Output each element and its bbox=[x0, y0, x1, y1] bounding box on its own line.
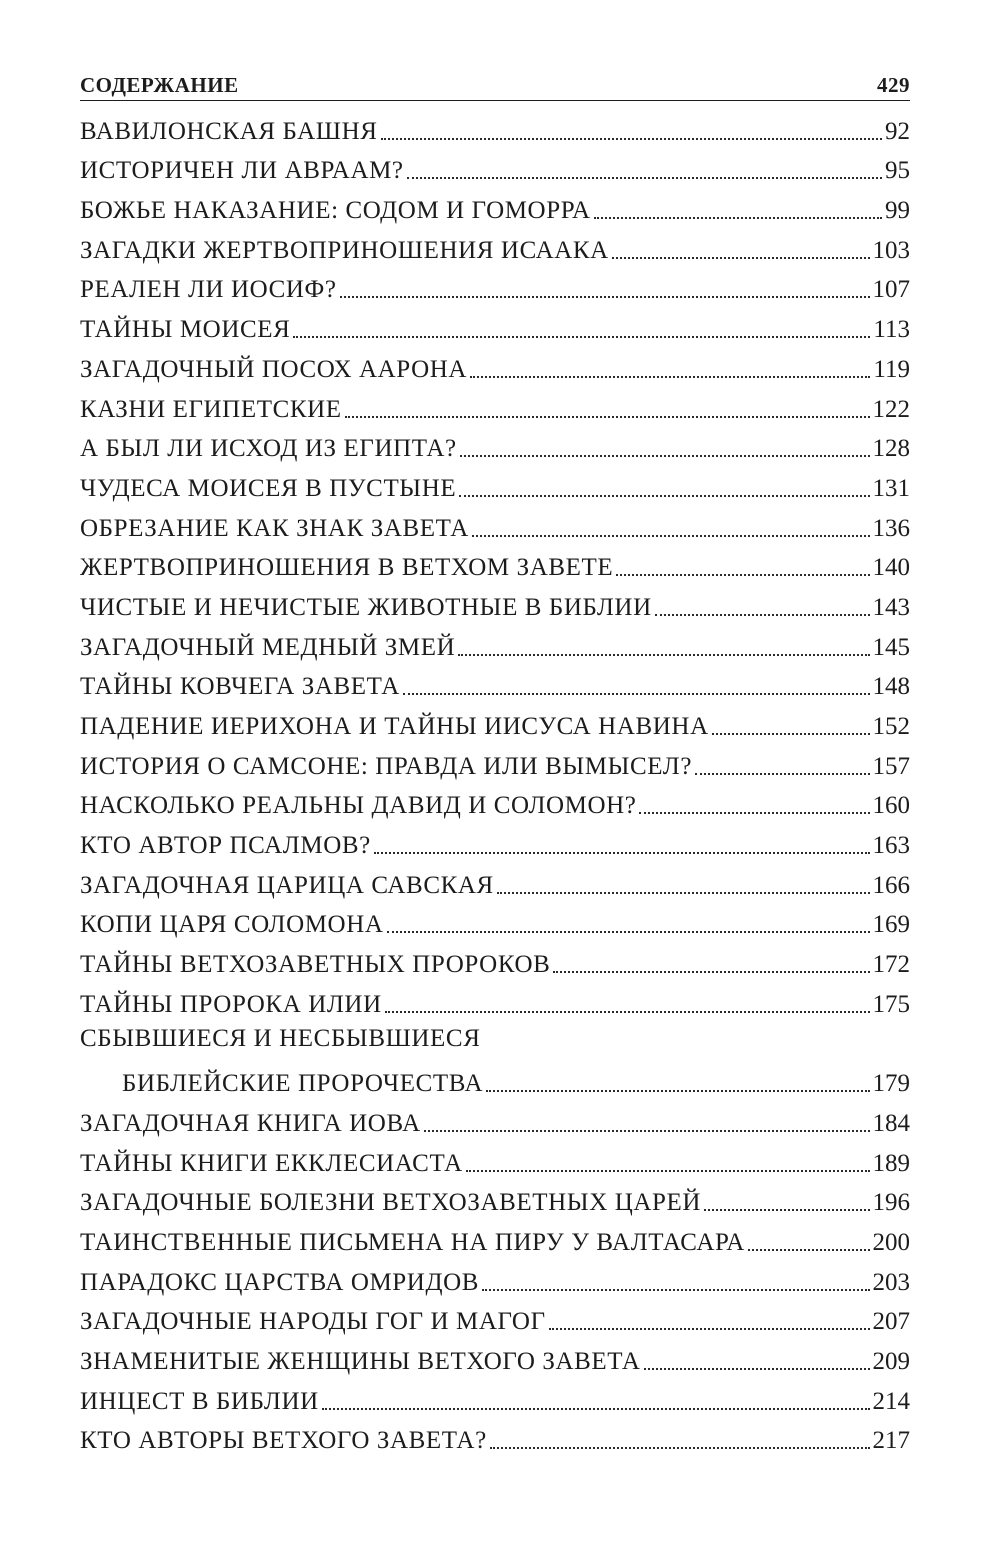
dot-leader bbox=[704, 1209, 869, 1211]
toc-entry bbox=[80, 1260, 910, 1300]
toc-entry-page: 119 bbox=[873, 355, 910, 383]
toc-entry-page: 152 bbox=[872, 713, 910, 740]
dot-leader bbox=[616, 574, 869, 576]
toc-entry-page: 145 bbox=[872, 633, 910, 661]
toc-entry bbox=[80, 704, 910, 744]
toc-entry bbox=[80, 625, 910, 665]
toc-entry-title: ТАИНСТВЕННЫЕ ПИСЬМЕНА НА ПИРУ У ВАЛТАСАРА bbox=[80, 1228, 745, 1256]
toc-entry-page: 184 bbox=[872, 1109, 910, 1137]
toc-entry-title: ТАЙНЫ КНИГИ ЕККЛЕСИАСТА bbox=[80, 1149, 463, 1177]
toc-entry bbox=[80, 1022, 910, 1101]
toc-entry-title: КТО АВТОР ПСАЛМОВ? bbox=[80, 832, 371, 860]
dot-leader bbox=[639, 812, 869, 814]
toc-entry-page: 143 bbox=[872, 593, 910, 621]
toc-entry-title-line2 bbox=[80, 1062, 910, 1102]
toc-entry-title-line1: СБЫВШИЕСЯ И НЕСБЫВШИЕСЯ bbox=[80, 1024, 481, 1052]
toc-entry bbox=[80, 1339, 910, 1379]
dot-leader bbox=[460, 455, 870, 457]
toc-entry-page: 99 bbox=[885, 197, 910, 225]
dot-leader bbox=[407, 177, 882, 179]
toc-entry-page: 140 bbox=[872, 554, 910, 582]
toc-entry-title: А БЫЛ ЛИ ИСХОД ИЗ ЕГИПТА? bbox=[80, 435, 457, 463]
toc-entry bbox=[80, 1300, 910, 1340]
dot-leader bbox=[553, 971, 869, 973]
toc-entry bbox=[80, 1379, 910, 1419]
toc-entry-title: ЗАГАДОЧНЫЙ ПОСОХ ААРОНА bbox=[80, 355, 468, 383]
toc-entry-page: 179 bbox=[872, 1070, 910, 1098]
toc-entry-title: ПАДЕНИЕ ИЕРИХОНА И ТАЙНЫ ИИСУСА НАВИНА bbox=[80, 713, 709, 740]
toc-entry-title: КОПИ ЦАРЯ СОЛОМОНА bbox=[80, 911, 384, 939]
toc-entry-title: БИБЛЕЙСКИЕ ПРОРОЧЕСТВА bbox=[122, 1070, 484, 1098]
dot-leader bbox=[482, 1289, 869, 1291]
dot-leader bbox=[644, 1368, 870, 1370]
toc-entry bbox=[80, 149, 910, 189]
dot-leader bbox=[466, 1170, 870, 1172]
toc-entry bbox=[80, 585, 910, 625]
toc-entry bbox=[80, 1220, 910, 1260]
dot-leader bbox=[490, 1447, 870, 1449]
toc-entry-page: 113 bbox=[873, 316, 910, 344]
dot-leader bbox=[345, 416, 870, 418]
toc-entry bbox=[80, 863, 910, 903]
dot-leader bbox=[549, 1328, 870, 1330]
toc-entry bbox=[80, 1181, 910, 1221]
toc-entry-title: ЖЕРТВОПРИНОШЕНИЯ В ВЕТХОМ ЗАВЕТЕ bbox=[80, 554, 614, 582]
toc-entry-page: 209 bbox=[872, 1348, 910, 1376]
toc-entry-page: 214 bbox=[872, 1387, 910, 1415]
toc-entry-page: 169 bbox=[872, 911, 910, 939]
toc-entry-title: ЗАГАДОЧНЫЕ НАРОДЫ ГОГ И МАГОГ bbox=[80, 1308, 546, 1336]
toc-entry-page: 128 bbox=[872, 435, 910, 463]
toc-entry bbox=[80, 784, 910, 824]
toc-entry-page: 157 bbox=[872, 752, 910, 780]
toc-entry-page: 148 bbox=[872, 673, 910, 701]
toc-entry bbox=[80, 744, 910, 784]
dot-leader bbox=[387, 931, 870, 933]
toc-entry-page: 196 bbox=[872, 1189, 910, 1217]
toc-entry bbox=[80, 506, 910, 546]
toc-entry-title: ЗАГАДОЧНАЯ КНИГА ИОВА bbox=[80, 1109, 421, 1137]
toc-entry-title: КАЗНИ ЕГИПЕТСКИЕ bbox=[80, 395, 342, 423]
toc-entry bbox=[80, 427, 910, 467]
dot-leader bbox=[424, 1130, 870, 1132]
toc-entry-title: ЧИСТЫЕ И НЕЧИСТЫЕ ЖИВОТНЫЕ В БИБЛИИ bbox=[80, 593, 652, 621]
toc-entry bbox=[80, 188, 910, 228]
toc-entry-title: ТАЙНЫ КОВЧЕГА ЗАВЕТА bbox=[80, 673, 400, 701]
toc-entry bbox=[80, 228, 910, 268]
dot-leader bbox=[459, 495, 869, 497]
dot-leader bbox=[594, 217, 882, 219]
dot-leader bbox=[486, 1090, 869, 1092]
toc-entry-page: 203 bbox=[872, 1268, 910, 1296]
page-number: 429 bbox=[877, 73, 910, 97]
table-of-contents bbox=[80, 109, 910, 1458]
toc-entry-page: 175 bbox=[872, 990, 910, 1018]
toc-entry-title: ЗАГАДОЧНЫЙ МЕДНЫЙ ЗМЕЙ bbox=[80, 633, 456, 661]
toc-entry-page: 95 bbox=[885, 157, 910, 185]
book-page bbox=[80, 66, 910, 1458]
dot-leader bbox=[695, 773, 869, 775]
dot-leader bbox=[470, 376, 870, 378]
toc-entry-page: 189 bbox=[872, 1149, 910, 1177]
toc-entry-page: 92 bbox=[885, 117, 910, 145]
toc-entry-title: ЗАГАДКИ ЖЕРТВОПРИНОШЕНИЯ ИСААКА bbox=[80, 236, 609, 264]
toc-entry-title: БОЖЬЕ НАКАЗАНИЕ: СОДОМ И ГОМОРРА bbox=[80, 197, 591, 225]
toc-entry bbox=[80, 665, 910, 705]
toc-entry bbox=[80, 109, 910, 149]
dot-leader bbox=[340, 296, 870, 298]
dot-leader bbox=[293, 336, 870, 338]
toc-entry bbox=[80, 307, 910, 347]
dot-leader bbox=[748, 1249, 870, 1251]
header-rule bbox=[80, 100, 910, 101]
toc-entry-title: ПАРАДОКС ЦАРСТВА ОМРИДОВ bbox=[80, 1268, 480, 1296]
toc-entry-page: 163 bbox=[872, 832, 910, 860]
toc-entry-page: 217 bbox=[872, 1427, 910, 1455]
toc-entry-page: 107 bbox=[872, 276, 910, 304]
toc-entry bbox=[80, 942, 910, 982]
toc-entry bbox=[80, 387, 910, 427]
toc-entry-page: 200 bbox=[872, 1228, 910, 1256]
toc-entry-page: 172 bbox=[872, 951, 910, 979]
toc-entry-page: 166 bbox=[872, 871, 910, 899]
dot-leader bbox=[403, 693, 870, 695]
dot-leader bbox=[458, 654, 869, 656]
toc-entry bbox=[80, 268, 910, 308]
toc-entry bbox=[80, 1419, 910, 1459]
toc-entry-title: ТАЙНЫ МОИСЕЯ bbox=[80, 316, 291, 344]
dot-leader bbox=[472, 535, 870, 537]
toc-entry-title: ИСТОРИЧЕН ЛИ АВРААМ? bbox=[80, 157, 404, 185]
toc-entry-page: 160 bbox=[872, 792, 910, 820]
toc-entry-page: 131 bbox=[872, 474, 910, 502]
dot-leader bbox=[612, 257, 870, 259]
toc-entry-title: ТАЙНЫ ПРОРОКА ИЛИИ bbox=[80, 990, 382, 1018]
toc-entry-title: ТАЙНЫ ВЕТХОЗАВЕТНЫХ ПРОРОКОВ bbox=[80, 951, 551, 979]
toc-entry-title: ИСТОРИЯ О САМСОНЕ: ПРАВДА ИЛИ ВЫМЫСЕЛ? bbox=[80, 752, 693, 780]
toc-entry bbox=[80, 823, 910, 863]
dot-leader bbox=[655, 614, 870, 616]
dot-leader bbox=[381, 138, 882, 140]
toc-entry-title: ИНЦЕСТ В БИБЛИИ bbox=[80, 1387, 319, 1415]
toc-entry bbox=[80, 546, 910, 586]
toc-entry bbox=[80, 903, 910, 943]
section-title: СОДЕРЖАНИЕ bbox=[80, 73, 239, 97]
toc-entry-page: 103 bbox=[872, 236, 910, 264]
toc-entry bbox=[80, 347, 910, 387]
toc-entry-page: 136 bbox=[872, 514, 910, 542]
toc-entry-title: ЗАГАДОЧНАЯ ЦАРИЦА САВСКАЯ bbox=[80, 871, 494, 899]
toc-entry-title: ЗАГАДОЧНЫЕ БОЛЕЗНИ ВЕТХОЗАВЕТНЫХ ЦАРЕЙ bbox=[80, 1189, 702, 1217]
toc-entry bbox=[80, 1141, 910, 1181]
dot-leader bbox=[712, 733, 870, 735]
toc-entry-title: ВАВИЛОНСКАЯ БАШНЯ bbox=[80, 117, 378, 145]
toc-entry-title: КТО АВТОРЫ ВЕТХОГО ЗАВЕТА? bbox=[80, 1427, 487, 1455]
dot-leader bbox=[374, 852, 870, 854]
toc-entry-title: ЗНАМЕНИТЫЕ ЖЕНЩИНЫ ВЕТХОГО ЗАВЕТА bbox=[80, 1348, 641, 1376]
dot-leader bbox=[385, 1011, 870, 1013]
toc-entry bbox=[80, 1101, 910, 1141]
toc-entry bbox=[80, 466, 910, 506]
running-head bbox=[80, 66, 910, 98]
toc-entry-page: 122 bbox=[872, 395, 910, 423]
toc-entry bbox=[80, 982, 910, 1022]
toc-entry-title: ОБРЕЗАНИЕ КАК ЗНАК ЗАВЕТА bbox=[80, 514, 469, 542]
toc-entry-title: ЧУДЕСА МОИСЕЯ В ПУСТЫНЕ bbox=[80, 474, 457, 502]
toc-entry-title: НАСКОЛЬКО РЕАЛЬНЫ ДАВИД И СОЛОМОН? bbox=[80, 792, 637, 820]
toc-entry-title: РЕАЛЕН ЛИ ИОСИФ? bbox=[80, 276, 337, 304]
toc-entry-page: 207 bbox=[872, 1308, 910, 1336]
dot-leader bbox=[322, 1408, 870, 1410]
dot-leader bbox=[497, 892, 870, 894]
